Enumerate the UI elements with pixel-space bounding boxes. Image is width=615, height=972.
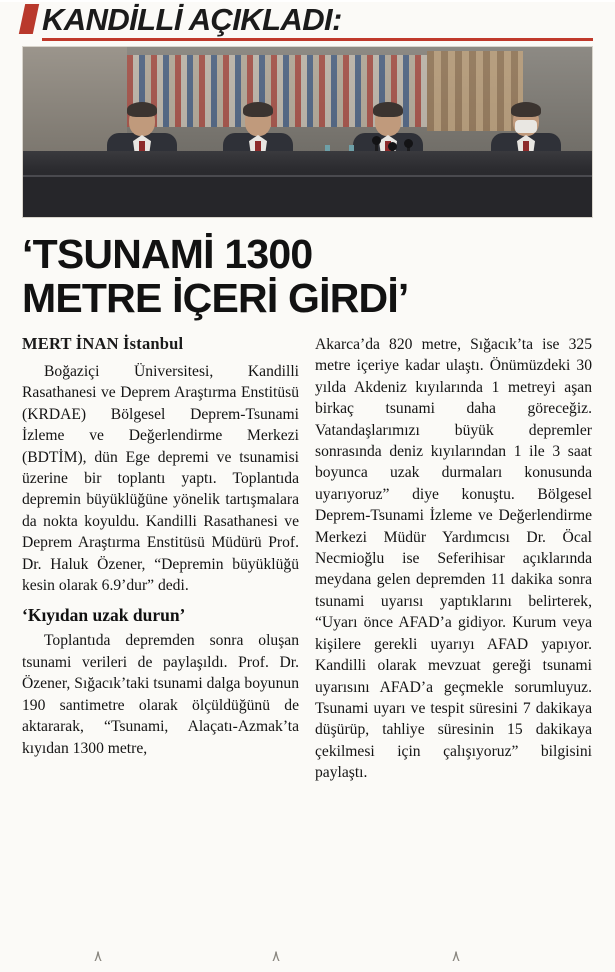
bottom-registration-marks [22,944,593,966]
right-body-text [315,334,592,784]
subheading: ‘Kıyıdan uzak durun’ [22,605,186,626]
kicker-red-rule [42,38,593,41]
left-body-text-2 [22,630,299,758]
article-columns [22,334,593,784]
paragraph: Toplantıda depremden sonra oluşan tsunami verileri de paylaşıldı. Prof. Dr. Özener, Sığacık’taki tsunami dalga boyunun 190 santimetre olarak ölçüldüğünü de aktararak, “Tsunami, Alaçatı-Azmak’ta kıyıdan 1300 metre, [22,632,299,757]
registration-mark-2: ٨ [272,949,281,965]
column-left [22,334,299,784]
byline: MERT İNAN İstanbul [22,334,184,353]
headline-line-2: METRE İÇERİ GİRDİ’ [22,275,409,321]
paragraph: Boğaziçi Üniversitesi, Kandilli Rasathanesi ve Deprem Araştırma Enstitüsü (KRDAE) Bölgesel Deprem-Tsunami İzleme ve Değerlendirme Merkezi (BDTİM), dün Ege depremi ve tsunamisi üzerine bir toplantı yaptı. Toplantıda depremin büyüklüğüne yönelik tartışmalara da nokta koyuldu. Kandilli Rasathanesi ve Deprem Araştırma Enstitüsü Müdürü Prof. Dr. Haluk Özener, “Depremin büyüklüğü kesin olarak 6.9’dur” dedi. [22,363,299,595]
headline-line-1: ‘TSUNAMİ 1300 [22,231,313,277]
photo-table-front [23,175,592,217]
kicker-headline: KANDİLLİ AÇIKLADI: [42,2,342,37]
paragraph: Akarca’da 820 metre, Sığacık’ta ise 325 metre içeriye kadar ulaştı. Önümüzdeki 30 yılda Akdeniz kıyılarında 1 metreyi aşan birkaç tsunami daha göreceğiz. Vatandaşlarımızı büyük depremler sonrasında deniz kıyılarından 1 ile 3 saat boyunca uzak durmaları konusunda uyarıyoruz” diye konuştu. Bölgesel Deprem-Tsunami İzleme ve Değerlendirme Merkezi Müdür Yardımcısı Dr. Öcal Necmioğlu ise Seferihisar açıklarında meydana gelen depremden 11 dakika sonra tsunami uyarısı yaptıklarını belirterek, “Uyarı önce AFAD’a gidiyor. Kurum veya kişilere gerekli uyarıyı AFAD yapıyor. Kandilli olarak mevzuat gereği tsunami uyarısını AFAD’a geçmekle sorumluyuz. Tsunami uyarı ve tespit süresini 7 dakikaya düşürüp, tahliye süresinin 15 dakikaya çekilmesi için çalışıyoruz” bilgisini paylaştı. [315,336,592,782]
left-body-text [22,361,299,596]
newspaper-page [0,2,615,972]
registration-mark-1: ٨ [94,949,103,965]
column-right [315,334,592,784]
kicker-headline-area [22,2,593,42]
press-conference-photo [22,46,593,218]
page-title [22,232,593,320]
registration-mark-3: ٨ [452,949,461,965]
